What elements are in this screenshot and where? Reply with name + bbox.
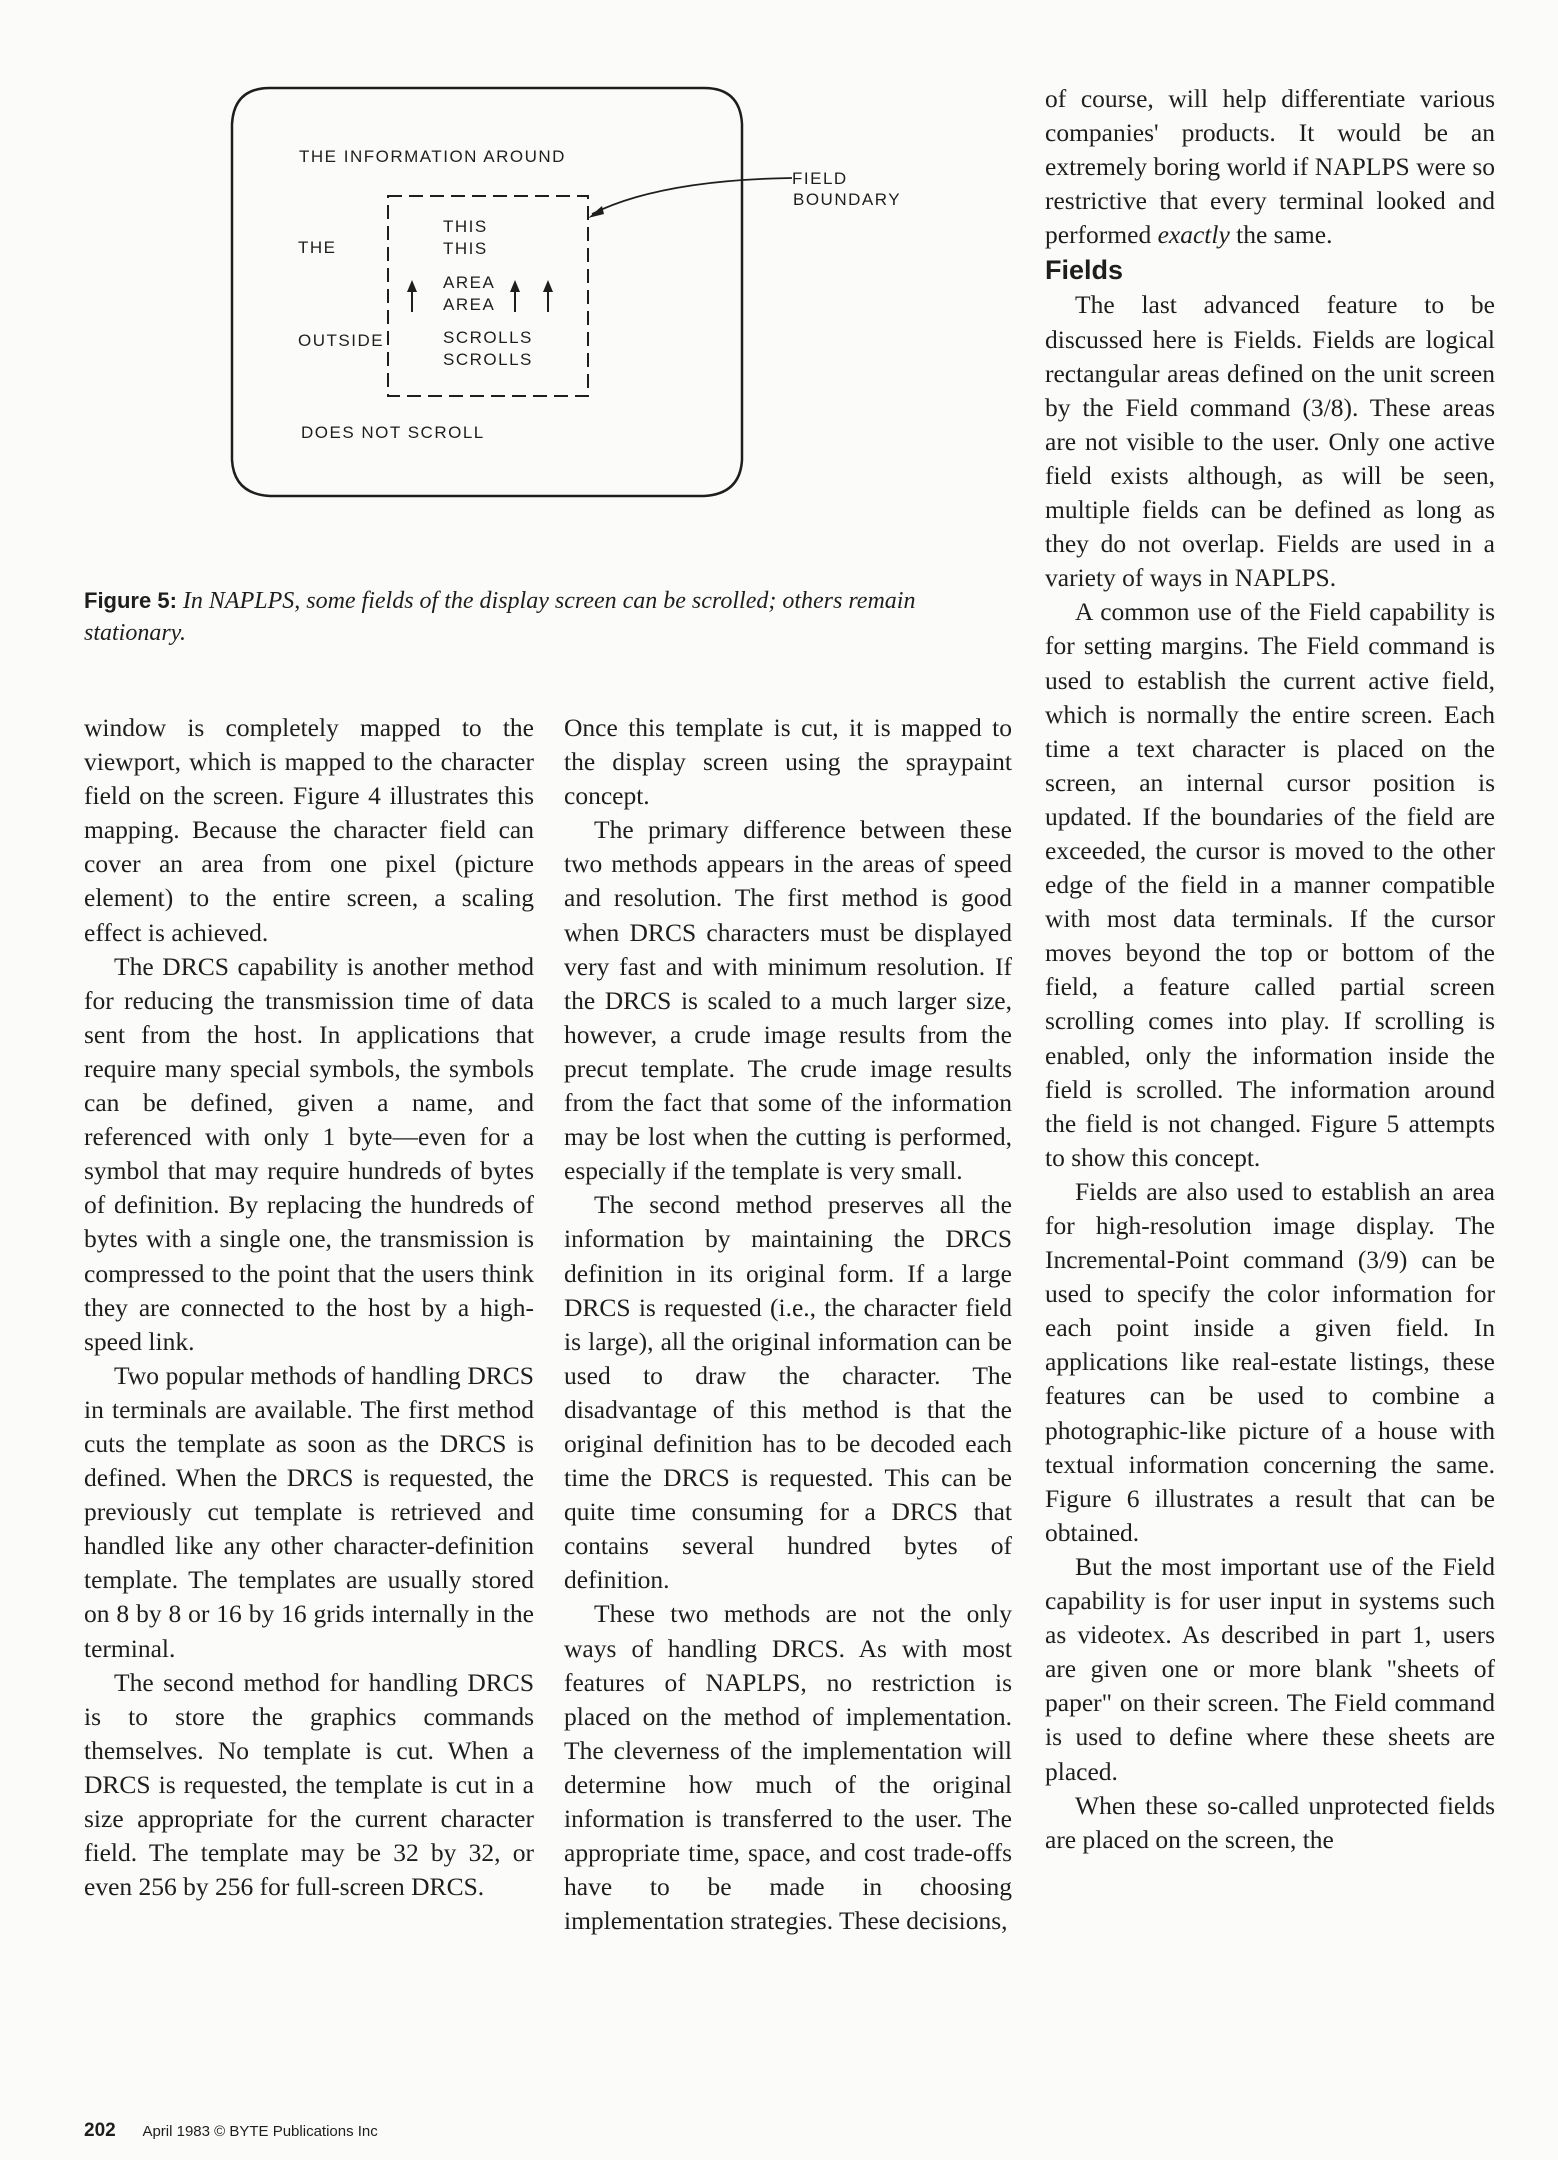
page-number: 202 [84,2120,116,2141]
field-label-1: FIELD [792,169,848,188]
column-3 [1045,82,1495,1857]
label-outside: OUTSIDE [298,331,385,350]
column-2 [564,711,1012,1938]
col3-paragraph-continued [1045,82,1495,252]
col1-paragraph: window is completely mapped to the viewport, which is mapped to the character field on the screen. Figure 4 illustrates this mapping. Because the character field can cover an area from one pixel (picture element) to the entire screen, a scaling effect is achieved. [84,713,534,947]
col3-p0-a: of course, will help differentiate various companies' products. It would be an extremely boring world if NAPLPS were so restrictive that every terminal looked and performed [1045,84,1495,250]
col3-p0-b: the same. [1229,220,1333,250]
col2-paragraph: The primary difference between these two methods appears in the areas of speed and resolution. The first method is good when DRCS characters must be displayed very fast and with minimum resolution. If the DRCS is scaled to a much larger size, however, a crude image results from the precut template. The crude image results from the fact that some of the information may be lost when the cutting is performed, especially if the template is very small. [564,815,1012,1186]
col1-paragraph: Two popular methods of handling DRCS in terminals are available. The first method cuts the template as soon as the DRCS is defined. When the DRCS is requested, the previously cut template is retrieved and handled like any other character-definition template. The templates are usually stored on 8 by 8 or 16 by 16 grids internally in the terminal. [84,1360,534,1663]
field-label-2: BOUNDARY [793,190,902,209]
col2-paragraph: These two methods are not the only ways of handling DRCS. As with most features of NAPLPS, no restriction is placed on the method of implementation. The cleverness of the implementation will determine how much of the original information is transferred to the user. The appropriate time, space, and cost trade-offs have to be made in choosing implementation strategies. These decisions, [564,1599,1012,1936]
col3-p0-em: exactly [1157,220,1230,250]
col3-paragraph: But the most important use of the Field capability is for user input in systems such as videotex. As described in part 1, users are given one or more blank "sheets of paper" on their screen. The Field command is used to define where these sheets are placed. [1045,1551,1495,1786]
figure-caption [84,585,1014,649]
col3-paragraph: When these so-called unprotected fields are placed on the screen, the [1045,1790,1495,1854]
label-the: THE [298,238,337,257]
inner-scrolls-2: SCROLLS [443,350,533,369]
inner-area-1: AREA [443,273,496,292]
col1-paragraph: The second method for handling DRCS is to store the graphics commands themselves. No template is cut. When a DRCS is requested, the template is cut in a size appropriate for the current character field. The template may be 32 by 32, or even 256 by 256 for full-screen DRCS. [84,1667,534,1902]
col1-paragraph: The DRCS capability is another method for reducing the transmission time of data sent from the host. In applications that require many special symbols, the symbols can be defined, given a name, and referenced with only 1 byte—even for a symbol that may require hundreds of bytes of definition. By replacing the hundreds of bytes with a single one, the transmission is compressed to the point that the users think they are connected to the host by a high-speed link. [84,951,534,1356]
col2-paragraph: The second method preserves all the information by maintaining the DRCS definition in its original form. If a large DRCS is requested (i.e., the character field is large), all the original information can be used to draw the character. The disadvantage of this method is that the original definition has to be decoded each time the DRCS is requested. This can be quite time consuming for a DRCS that contains several hundred bytes of definition. [564,1190,1012,1595]
inner-area-2: AREA [443,295,496,314]
inner-this-1: THIS [443,217,488,236]
section-heading-fields: Fields [1045,255,1124,286]
inner-this-2: THIS [443,239,488,258]
col3-paragraph: The last advanced feature to be discussed here is Fields. Fields are logical rectangular areas defined on the unit screen by the Field command (3/8). These areas are not visible to the user. Only one active field exists although, as will be seen, multiple fields can be defined as long as they do not overlap. Fields are used in a variety of ways in NAPLPS. [1045,290,1495,593]
publication-info: April 1983 © BYTE Publications Inc [142,2123,378,2140]
boundary-pointer-arrowhead [588,206,604,218]
caption-label: Figure 5: [84,588,177,613]
col2-paragraph: Once this template is cut, it is mapped to the display screen using the spraypaint concept. [564,713,1012,811]
caption-text: In NAPLPS, some fields of the display screen can be scrolled; others remain stationary. [84,588,916,646]
label-does-not-scroll: DOES NOT SCROLL [301,423,485,442]
page-footer [84,2120,378,2142]
label-around: THE INFORMATION AROUND [299,147,566,166]
col3-paragraph: A common use of the Field capability is for setting margins. The Field command is used to establish the current active field, which is normally the entire screen. Each time a text character is placed on the screen, an internal cursor position is updated. If the boundaries of the field are exceeded, the cursor is moved to the other edge of the field in a manner compatible with most data terminals. If the cursor moves beyond the top or bottom of the field, a feature called partial screen scrolling comes into play. If scrolling is enabled, only the information inside the field is scrolled. The information around the field is not changed. Figure 5 attempts to show this concept. [1045,597,1495,1172]
boundary-pointer-line [592,178,792,214]
inner-scrolls-1: SCROLLS [443,328,533,347]
column-1 [84,711,534,1904]
col3-paragraph: Fields are also used to establish an area for high-resolution image display. The Incremental-Point command (3/9) can be used to specify the color information for each point inside a given field. In applications like real-estate listings, these features can be used to combine a photographic-like picture of a house with textual information concerning the same. Figure 6 illustrates a result that can be obtained. [1045,1176,1495,1547]
